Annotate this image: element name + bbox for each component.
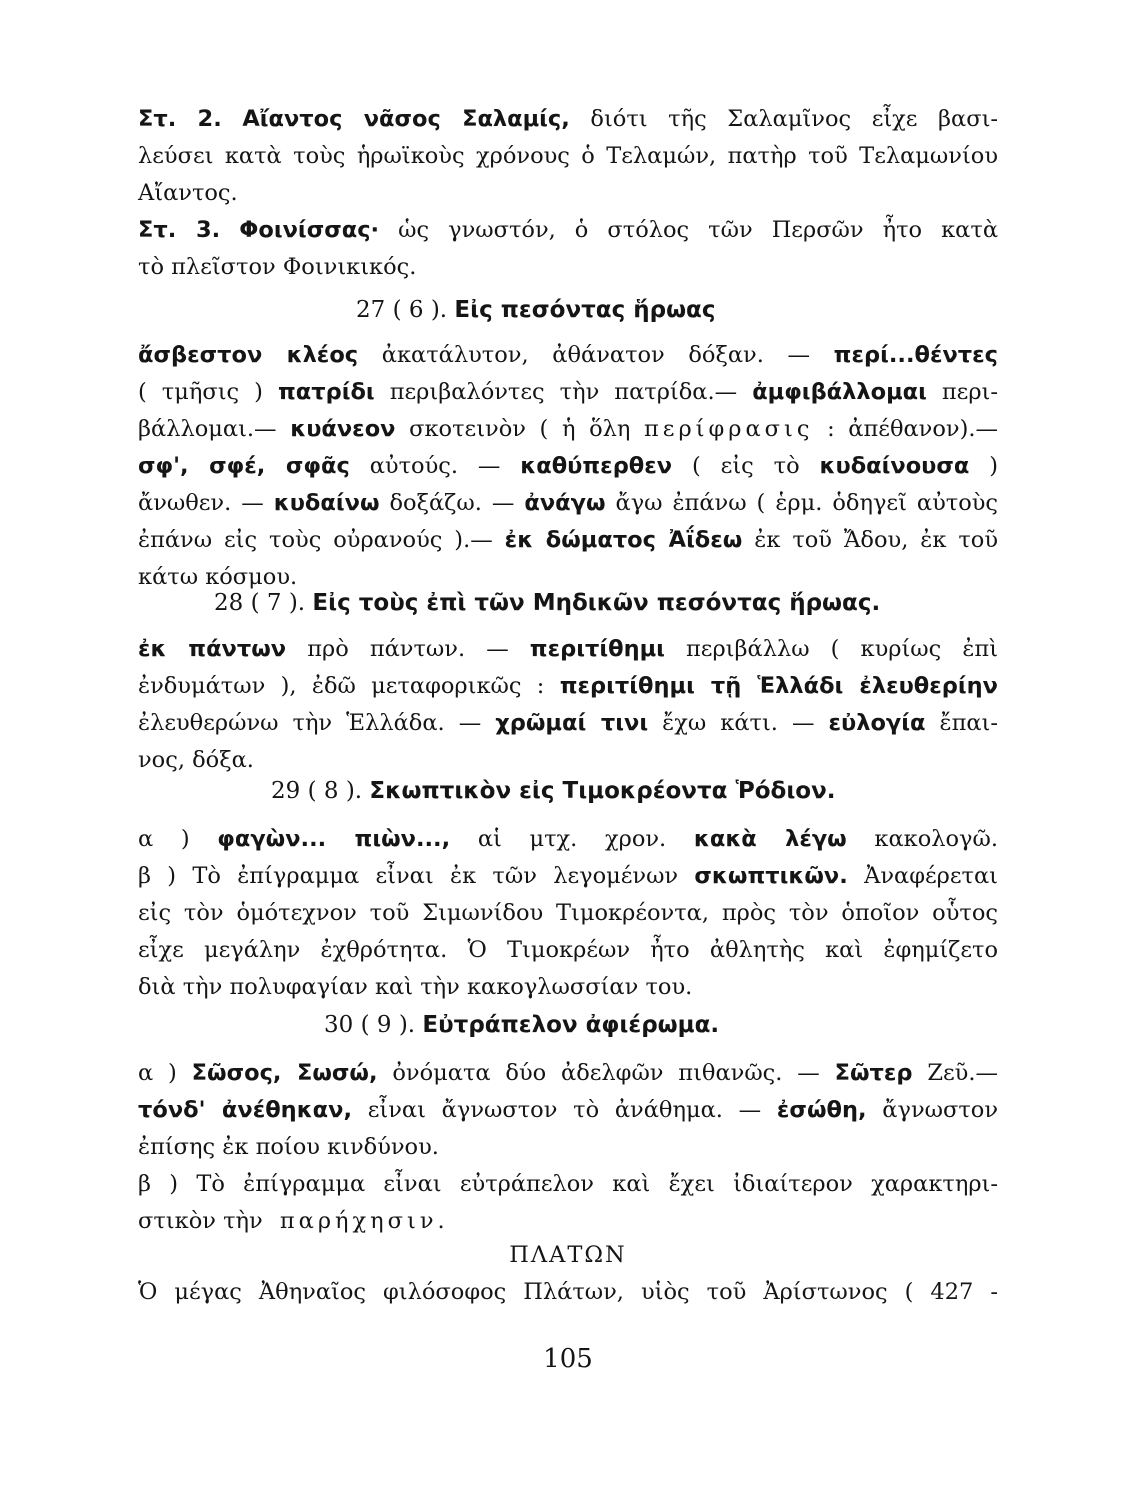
poem-27-line-6	[138, 525, 998, 555]
gloss: ἐπάνω εἰς τοὺς οὐρανούς ).—	[138, 527, 493, 553]
term: ἄσβεστον κλέος	[138, 342, 359, 368]
gloss: Ἀναφέρεται	[864, 863, 999, 889]
gloss: ἐνδυμάτων ), ἐδῶ μεταφορικῶς :	[138, 673, 545, 699]
gloss: β ) Τὸ ἐπίγραμμα εἶναι ἐκ τῶν λεγομένων	[138, 863, 679, 889]
term: κυδαίνουσα	[819, 453, 970, 479]
spaced-gloss: περίφρασις	[644, 416, 814, 442]
poem-28-title: Εἰς τοὺς ἐπὶ τῶν Μηδικῶν πεσόντας ἥρωας.	[312, 590, 881, 616]
section-3-line-2: τὸ πλεῖστον Φοινικικός.	[138, 254, 417, 280]
poem-27-line-5	[138, 488, 998, 518]
gloss: )	[989, 453, 999, 479]
gloss: αὐτούς. —	[369, 453, 501, 479]
term: Σῶσος, Σωσώ,	[191, 1060, 378, 1086]
poem-28-line-3	[138, 708, 998, 738]
gloss: στικὸν τὴν	[138, 1208, 263, 1234]
term: καθύπερθεν	[520, 453, 673, 479]
section-3-line-1	[138, 215, 998, 245]
term: ἐσώθη,	[776, 1097, 867, 1123]
author-intro-line: Ὁ μέγας Ἀθηναῖος φιλόσοφος Πλάτων, υἱὸς τοῦ Ἀρίστωνος ( 427 -	[138, 1279, 998, 1305]
poem-30-line-1	[138, 1058, 998, 1088]
poem-28-ref: ( 7 ).	[250, 590, 306, 616]
gloss: : ἀπέθανον).—	[827, 416, 999, 442]
term: περί...θέντες	[833, 342, 999, 368]
term: περιτίθημι	[529, 636, 665, 662]
term: ἐκ πάντων	[138, 636, 287, 662]
poem-29-line-5: διὰ τὴν πολυφαγίαν καὶ τὴν κακογλωσσίαν του.	[138, 974, 693, 1000]
section-3-lead: Στ. 3.	[138, 217, 221, 243]
section-3-gloss: ὡς γνωστόν, ὁ στόλος τῶν Περσῶν ἦτο κατὰ	[398, 217, 999, 243]
section-2-term: Αἴαντος νᾶσος Σαλαμίς,	[242, 106, 570, 132]
poem-27-number: 27	[356, 297, 386, 323]
poem-30-line-5	[138, 1206, 998, 1236]
gloss: ἐλευθερώνω τὴν Ἑλλάδα. —	[138, 710, 482, 736]
term: ἀμφιβάλλομαι	[752, 379, 927, 405]
poem-27-line-2	[138, 377, 998, 407]
poem-30-line-4: β ) Τὸ ἐπίγραμμα εἶναι εὐτράπελον καὶ ἔχει ἰδιαίτερον χαρακτηρι-	[138, 1171, 998, 1197]
term: κυδαίνω	[273, 490, 380, 516]
poem-30-ref: ( 9 ).	[360, 1012, 416, 1038]
poem-27-line-4	[138, 451, 998, 481]
poem-27-title: Εἰς πεσόντας ἥρωας	[454, 297, 716, 323]
poem-29-number: 29	[271, 778, 301, 804]
term: Σῶτερ	[834, 1060, 913, 1086]
spaced-gloss: παρήχησιν.	[279, 1208, 449, 1234]
term: κυάνεον	[290, 416, 396, 442]
term: φαγὼν... πιὼν...,	[217, 826, 451, 852]
gloss: Ζεῦ.—	[927, 1060, 998, 1086]
poem-30-line-3: ἐπίσης ἐκ ποίου κινδύνου.	[138, 1134, 439, 1160]
term: ἐκ δώματος Ἀΐδεω	[504, 527, 743, 553]
gloss: ὀνόματα δύο ἀδελφῶν πιθανῶς. —	[392, 1060, 820, 1086]
gloss: περιβαλόντες τὴν πατρίδα.—	[389, 379, 738, 405]
poem-29-line-1	[138, 824, 998, 854]
poem-27-line-3	[138, 414, 998, 444]
gloss: α )	[138, 826, 190, 852]
section-2-line-2: λεύσει κατὰ τοὺς ἡρωϊκοὺς χρόνους ὁ Τελαμών, πατὴρ τοῦ Τελαμωνίου	[138, 143, 998, 169]
gloss: α )	[138, 1060, 177, 1086]
poem-27-line-1	[138, 340, 998, 370]
section-2-line-3: Αἴαντος.	[138, 180, 238, 206]
term: κακὰ λέγω	[693, 826, 847, 852]
term: πατρίδι	[277, 379, 375, 405]
term: τόνδ' ἀνέθηκαν,	[138, 1097, 353, 1123]
poem-28-heading	[214, 588, 880, 618]
poem-29-line-4: εἶχε μεγάλην ἐχθρότητα. Ὁ Τιμοκρέων ἦτο ἀθλητὴς καὶ ἐφημίζετο	[138, 937, 998, 963]
section-2-gloss: διότι τῆς Σαλαμῖνος εἶχε βασι-	[590, 106, 999, 132]
gloss: ἄνωθεν. —	[138, 490, 264, 516]
poem-28-line-4: νος, δόξα.	[138, 747, 254, 773]
gloss: ἔπαι-	[939, 710, 998, 736]
poem-29-heading	[271, 776, 836, 806]
gloss: περιβάλλω ( κυρίως ἐπὶ	[686, 636, 999, 662]
gloss: δοξάζω. —	[389, 490, 515, 516]
poem-27-heading	[356, 295, 716, 325]
poem-27-ref: ( 6 ).	[392, 297, 448, 323]
poem-30-line-2	[138, 1095, 998, 1125]
gloss: ( εἰς τὸ	[692, 453, 800, 479]
gloss: ἔχω κάτι. —	[662, 710, 815, 736]
gloss: εἶναι ἄγνωστον τὸ ἀνάθημα. —	[367, 1097, 762, 1123]
poem-30-title: Εὐτράπελον ἀφιέρωμα.	[422, 1012, 720, 1038]
gloss: περι-	[941, 379, 998, 405]
gloss: ἄγω ἐπάνω ( ἑρμ. ὁδηγεῖ αὐτοὺς	[615, 490, 999, 516]
poem-29-line-2	[138, 861, 998, 891]
section-3-term: Φοινίσσας·	[239, 217, 380, 243]
poem-30-number: 30	[324, 1012, 354, 1038]
poem-29-title: Σκωπτικὸν εἰς Τιμοκρέοντα Ῥόδιον.	[369, 778, 836, 804]
gloss: κακολογῶ.	[874, 826, 999, 852]
poem-29-line-3: εἰς τὸν ὁμότεχνον τοῦ Σιμωνίδου Τιμοκρέοντα, πρὸς τὸν ὁποῖον οὗτος	[138, 900, 998, 926]
section-2-line-1	[138, 104, 998, 134]
poem-30-heading	[324, 1010, 719, 1040]
section-2-lead: Στ. 2.	[138, 106, 222, 132]
poem-28-line-2	[138, 671, 998, 701]
poem-29-ref: ( 8 ).	[307, 778, 363, 804]
term: περιτίθημι τῇ Ἑλλάδι ἐλευθερίην	[559, 673, 999, 699]
gloss: βάλλομαι.—	[138, 416, 277, 442]
term: ἀνάγω	[524, 490, 606, 516]
gloss: αἱ μτχ. χρον.	[477, 826, 667, 852]
gloss: σκοτεινὸν ( ἡ ὅλη	[409, 416, 631, 442]
term: χρῶμαί τινι	[495, 710, 649, 736]
gloss: πρὸ πάντων. —	[307, 636, 509, 662]
poem-28-line-1	[138, 634, 998, 664]
gloss: ἐκ τοῦ Ἄδου, ἐκ τοῦ	[754, 527, 999, 553]
gloss: ( τμῆσις )	[138, 379, 263, 405]
term: σκωπτικῶν.	[694, 863, 848, 889]
gloss: ἀκατάλυτον, ἀθάνατον δόξαν. —	[381, 342, 811, 368]
poem-27-line-7: κάτω κόσμου.	[138, 564, 298, 590]
poem-28-number: 28	[214, 590, 244, 616]
page-number: 105	[543, 1344, 593, 1374]
term: εὐλογία	[828, 710, 926, 736]
author-heading: ΠΛΑΤΩΝ	[509, 1242, 627, 1268]
term: σφ', σφέ, σφᾶς	[138, 453, 350, 479]
gloss: ἄγνωστον	[882, 1097, 998, 1123]
